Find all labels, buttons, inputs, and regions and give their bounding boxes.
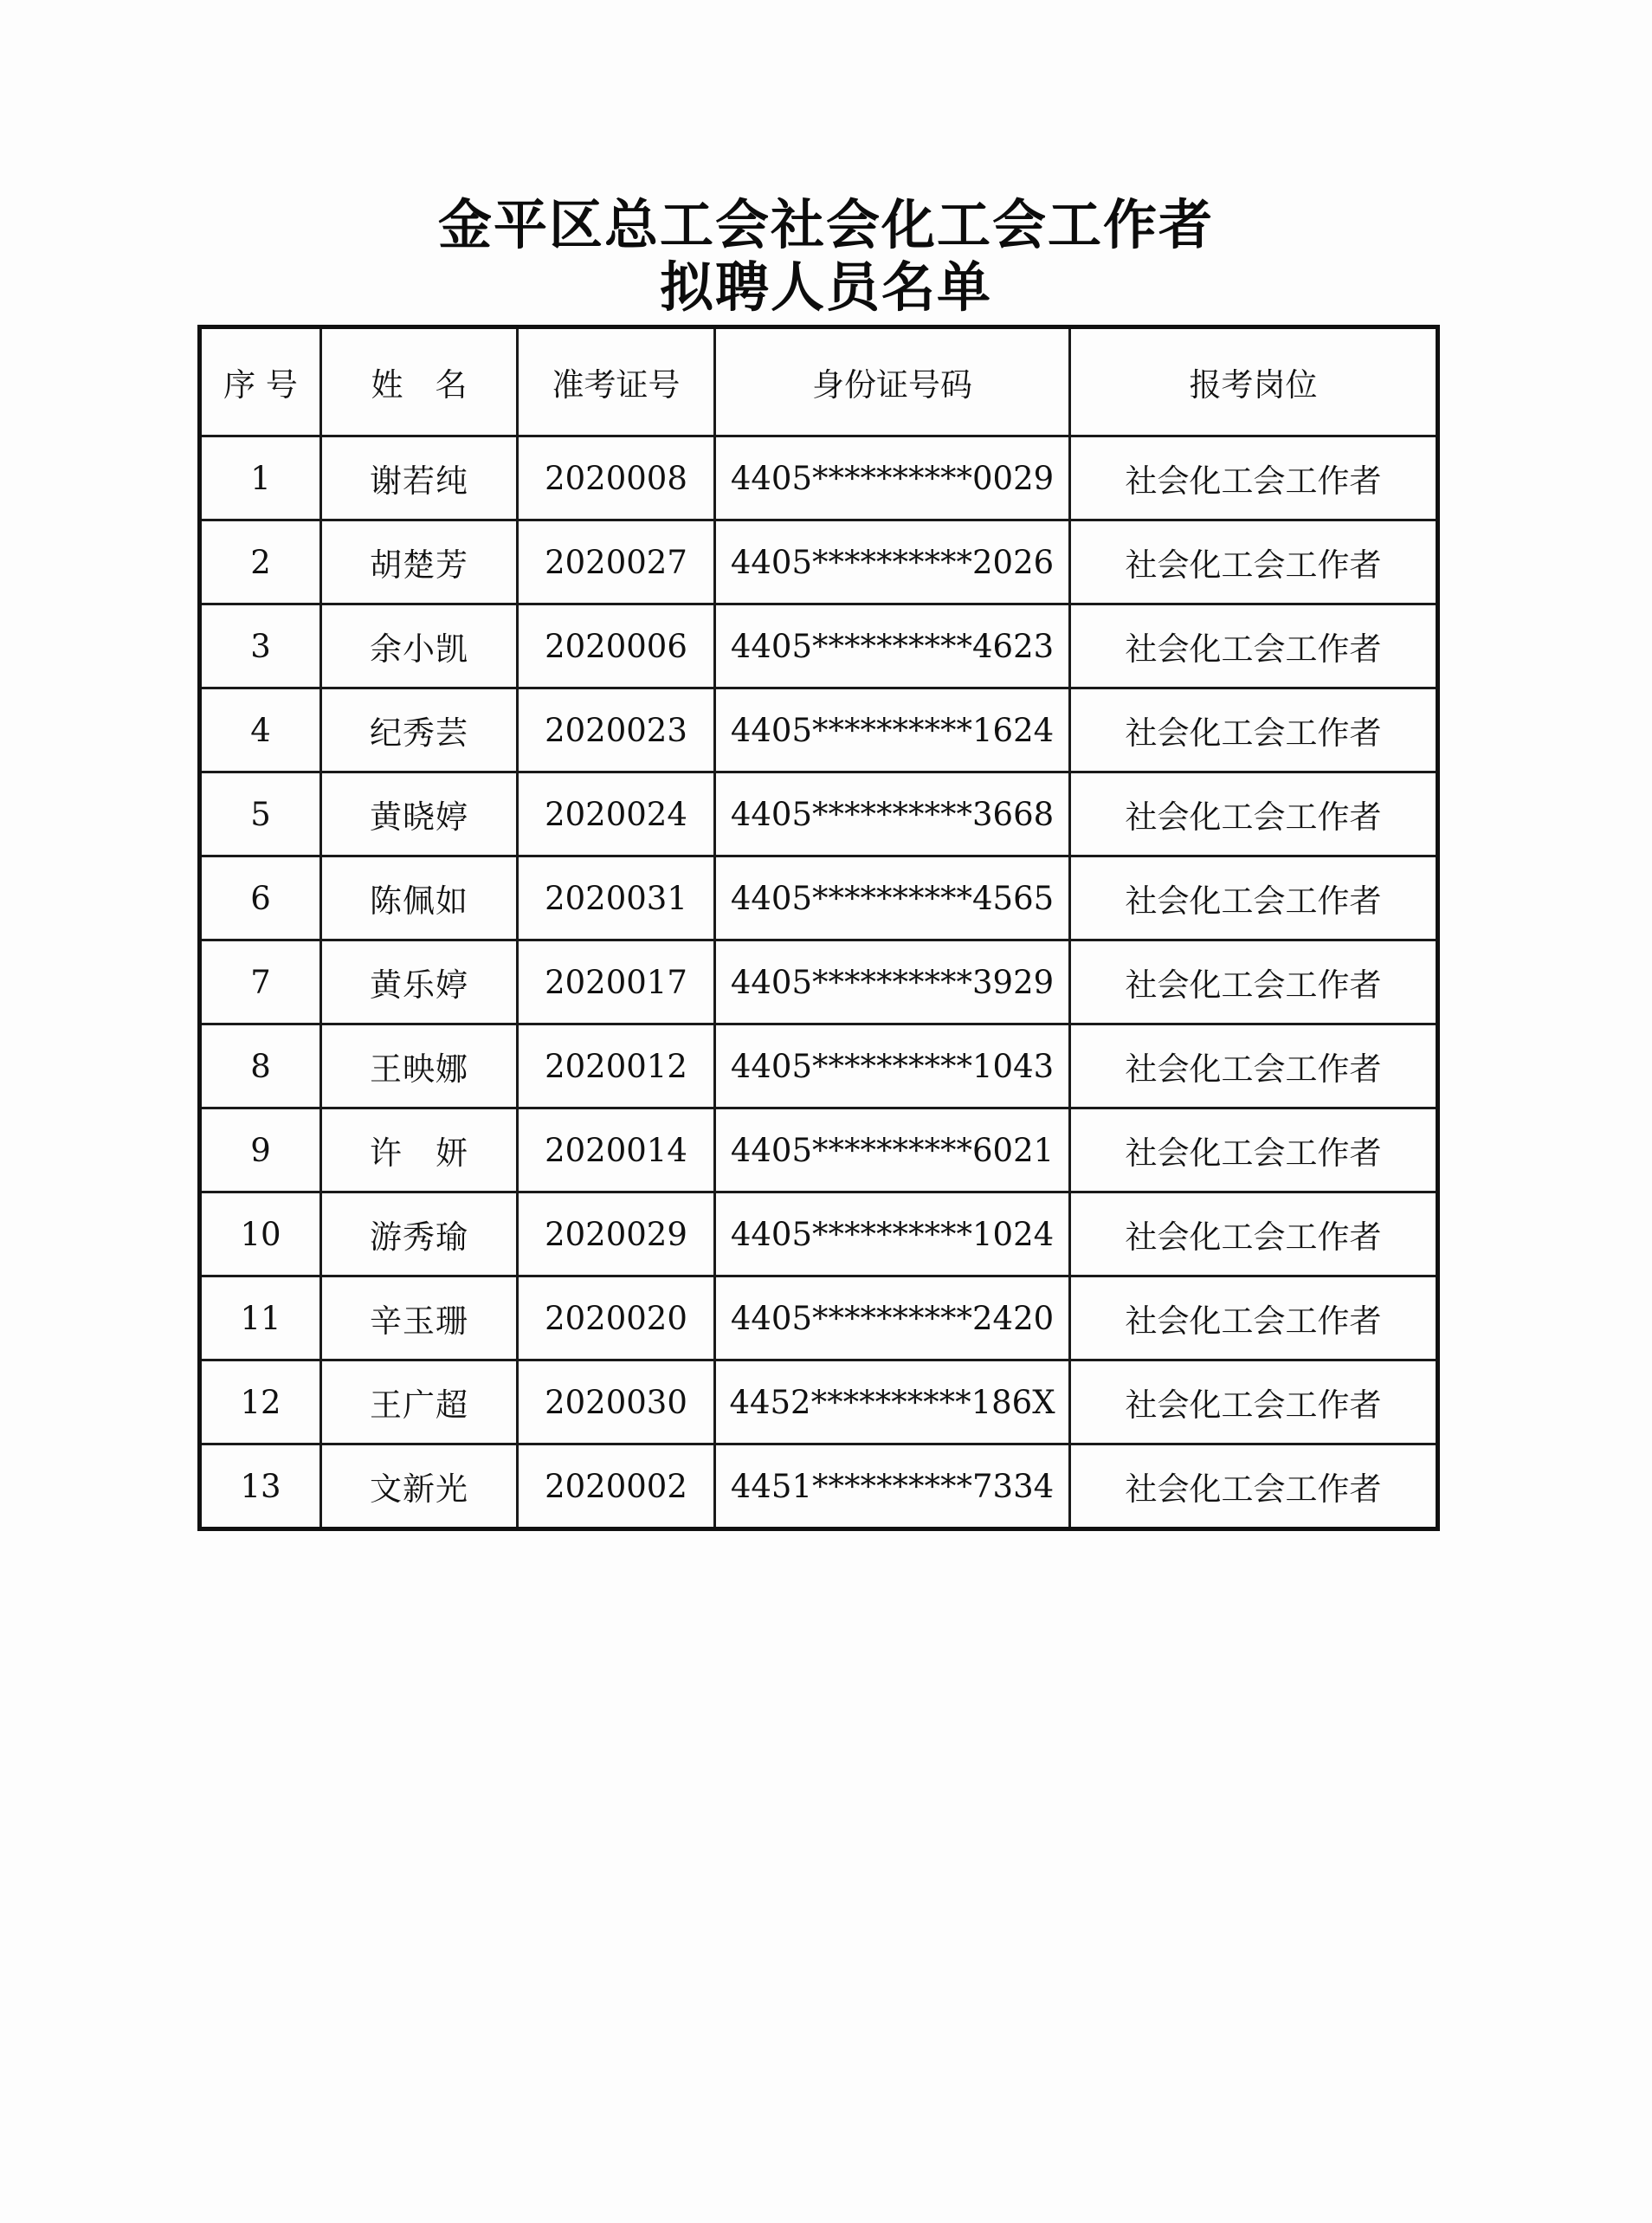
cell-exam-id: 2020030 [518, 1360, 715, 1444]
cell-name: 谢若纯 [321, 436, 518, 520]
cell-post: 社会化工会工作者 [1070, 1024, 1438, 1108]
cell-name: 黄晓婷 [321, 772, 518, 856]
header-id-number: 身份证号码 [715, 327, 1070, 436]
cell-no: 9 [200, 1108, 321, 1192]
cell-no: 1 [200, 436, 321, 520]
cell-exam-id: 2020027 [518, 520, 715, 604]
cell-id-number: 4405**********1024 [715, 1192, 1070, 1276]
cell-id-number: 4405**********4565 [715, 856, 1070, 940]
cell-post: 社会化工会工作者 [1070, 940, 1438, 1024]
cell-no: 3 [200, 604, 321, 688]
cell-no: 7 [200, 940, 321, 1024]
cell-no: 10 [200, 1192, 321, 1276]
cell-name: 纪秀芸 [321, 688, 518, 772]
cell-name: 游秀瑜 [321, 1192, 518, 1276]
cell-exam-id: 2020024 [518, 772, 715, 856]
table-row [200, 940, 1438, 1024]
cell-post: 社会化工会工作者 [1070, 520, 1438, 604]
cell-exam-id: 2020014 [518, 1108, 715, 1192]
cell-no: 2 [200, 520, 321, 604]
cell-no: 4 [200, 688, 321, 772]
table-row [200, 856, 1438, 940]
cell-id-number: 4405**********0029 [715, 436, 1070, 520]
table-row [200, 1276, 1438, 1360]
table-header-row [200, 327, 1438, 436]
cell-no: 6 [200, 856, 321, 940]
cell-no: 11 [200, 1276, 321, 1360]
cell-name: 许 妍 [321, 1108, 518, 1192]
table-row [200, 1192, 1438, 1276]
cell-id-number: 4405**********3929 [715, 940, 1070, 1024]
cell-id-number: 4405**********6021 [715, 1108, 1070, 1192]
cell-exam-id: 2020017 [518, 940, 715, 1024]
cell-exam-id: 2020012 [518, 1024, 715, 1108]
cell-exam-id: 2020020 [518, 1276, 715, 1360]
table-row [200, 772, 1438, 856]
table-row [200, 520, 1438, 604]
cell-post: 社会化工会工作者 [1070, 436, 1438, 520]
cell-name: 文新光 [321, 1444, 518, 1529]
table-row [200, 1108, 1438, 1192]
cell-exam-id: 2020031 [518, 856, 715, 940]
table-row [200, 688, 1438, 772]
cell-post: 社会化工会工作者 [1070, 1108, 1438, 1192]
cell-no: 8 [200, 1024, 321, 1108]
cell-id-number: 4405**********1624 [715, 688, 1070, 772]
cell-post: 社会化工会工作者 [1070, 1276, 1438, 1360]
cell-exam-id: 2020023 [518, 688, 715, 772]
cell-post: 社会化工会工作者 [1070, 1444, 1438, 1529]
cell-name: 黄乐婷 [321, 940, 518, 1024]
cell-post: 社会化工会工作者 [1070, 604, 1438, 688]
header-name: 姓 名 [321, 327, 518, 436]
document-title: 金平区总工会社会化工会工作者 [437, 193, 1214, 256]
cell-id-number: 4405**********4623 [715, 604, 1070, 688]
cell-name: 王映娜 [321, 1024, 518, 1108]
cell-id-number: 4405**********2026 [715, 520, 1070, 604]
cell-post: 社会化工会工作者 [1070, 772, 1438, 856]
cell-exam-id: 2020029 [518, 1192, 715, 1276]
header-exam-id: 准考证号 [518, 327, 715, 436]
cell-no: 12 [200, 1360, 321, 1444]
cell-id-number: 4405**********1043 [715, 1024, 1070, 1108]
table-row [200, 436, 1438, 520]
cell-no: 13 [200, 1444, 321, 1529]
table-row [200, 1360, 1438, 1444]
candidate-table [197, 325, 1440, 1531]
cell-id-number: 4405**********2420 [715, 1276, 1070, 1360]
cell-post: 社会化工会工作者 [1070, 688, 1438, 772]
cell-id-number: 4451**********7334 [715, 1444, 1070, 1529]
cell-no: 5 [200, 772, 321, 856]
table-row [200, 1444, 1438, 1529]
document-subtitle: 拟聘人员名单 [659, 255, 992, 319]
cell-name: 王广超 [321, 1360, 518, 1444]
table-row [200, 1024, 1438, 1108]
cell-name: 辛玉珊 [321, 1276, 518, 1360]
cell-exam-id: 2020008 [518, 436, 715, 520]
cell-post: 社会化工会工作者 [1070, 1360, 1438, 1444]
cell-exam-id: 2020006 [518, 604, 715, 688]
cell-id-number: 4405**********3668 [715, 772, 1070, 856]
table-row [200, 604, 1438, 688]
cell-id-number: 4452**********186X [715, 1360, 1070, 1444]
table-body [200, 436, 1438, 1529]
header-post: 报考岗位 [1070, 327, 1438, 436]
cell-name: 陈佩如 [321, 856, 518, 940]
cell-exam-id: 2020002 [518, 1444, 715, 1529]
cell-name: 胡楚芳 [321, 520, 518, 604]
cell-post: 社会化工会工作者 [1070, 856, 1438, 940]
cell-name: 余小凯 [321, 604, 518, 688]
cell-post: 社会化工会工作者 [1070, 1192, 1438, 1276]
header-no: 序 号 [200, 327, 321, 436]
